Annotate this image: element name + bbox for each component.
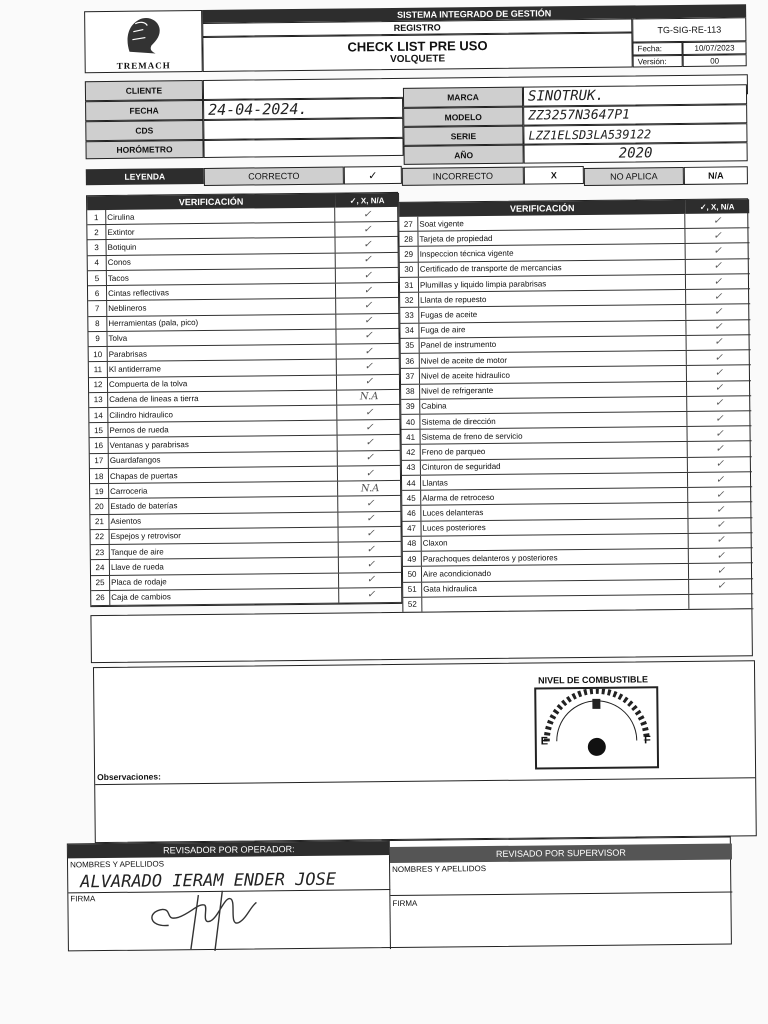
- item-mark[interactable]: [688, 594, 753, 609]
- item-label: Espejos y retrovisor: [110, 531, 181, 542]
- item-mark[interactable]: N.A: [336, 390, 401, 405]
- item-mark[interactable]: ✓: [687, 503, 752, 518]
- fecha-label: Fecha:: [632, 42, 682, 56]
- item-label: Compuerta de la tolva: [108, 379, 188, 390]
- item-number: 36: [401, 354, 420, 368]
- operator-signature-icon: [138, 886, 269, 953]
- item-mark[interactable]: ✓: [686, 426, 751, 441]
- item-mark[interactable]: ✓: [686, 366, 751, 381]
- item-label: Nivel de aceite hidraulico: [420, 370, 510, 381]
- item-label: Claxon: [422, 538, 448, 549]
- system-title: SISTEMA INTEGRADO DE GESTIÓN: [202, 4, 746, 23]
- item-mark[interactable]: ✓: [687, 442, 752, 457]
- item-mark[interactable]: N.A: [337, 481, 402, 496]
- item-label: Cirulina: [107, 212, 135, 222]
- item-number: 51: [403, 582, 422, 596]
- legend-correcto: CORRECTO: [204, 167, 344, 186]
- legend-no-aplica: NO APLICA: [584, 167, 684, 186]
- item-label: Nivel de refrigerante: [421, 386, 494, 396]
- item-label: Botiquin: [107, 242, 137, 253]
- item-mark[interactable]: ✓: [685, 244, 750, 259]
- item-label: Gata hidraulica: [423, 584, 478, 594]
- left-rows: [87, 207, 403, 606]
- item-mark[interactable]: ✓: [338, 557, 403, 572]
- item-number: 16: [90, 438, 109, 452]
- item-number: 38: [401, 384, 420, 398]
- supervisor-header: REVISADO POR SUPERVISOR: [390, 843, 732, 863]
- item-mark[interactable]: ✓: [337, 512, 402, 527]
- item-mark[interactable]: ✓: [686, 335, 751, 350]
- fuel-title: NIVEL DE COMBUSTIBLE: [538, 674, 649, 686]
- item-mark[interactable]: ✓: [685, 274, 750, 289]
- item-mark[interactable]: ✓: [686, 411, 751, 426]
- serie-label: SERIE: [403, 126, 523, 146]
- item-label: Conos: [107, 258, 131, 268]
- item-mark[interactable]: ✓: [337, 496, 402, 511]
- operator-firma-label: FIRMA: [70, 894, 96, 904]
- item-mark[interactable]: ✓: [335, 268, 400, 283]
- operator-header: REVISADOR POR OPERADOR:: [68, 841, 390, 858]
- notes-area: [90, 608, 752, 663]
- item-label: Neblineros: [108, 303, 147, 313]
- fuel-gauge: [534, 686, 659, 769]
- item-label: Certificado de transporte de mercancias: [419, 263, 562, 275]
- item-number: 7: [88, 301, 107, 315]
- item-number: 21: [90, 515, 109, 529]
- item-number: 41: [402, 430, 421, 444]
- item-number: 50: [403, 567, 422, 581]
- item-mark[interactable]: ✓: [336, 344, 401, 359]
- item-mark[interactable]: ✓: [336, 374, 401, 389]
- item-mark[interactable]: ✓: [336, 405, 401, 420]
- item-number: 44: [402, 476, 421, 490]
- legend-label: LEYENDA: [86, 168, 204, 185]
- item-mark[interactable]: ✓: [334, 222, 399, 237]
- item-number: 49: [403, 552, 422, 566]
- item-label: Cintas reflectivas: [108, 288, 170, 298]
- item-mark[interactable]: ✓: [685, 320, 750, 335]
- supervisor-section: [390, 859, 733, 949]
- marca-value: SINOTRUK.: [523, 84, 747, 106]
- legend-incorrecto: INCORRECTO: [402, 167, 524, 186]
- item-number: 28: [399, 232, 418, 246]
- cliente-label: CLIENTE: [85, 80, 203, 101]
- item-mark[interactable]: ✓: [687, 487, 752, 502]
- item-mark[interactable]: ✓: [337, 451, 402, 466]
- item-label: Nivel de aceite de motor: [420, 355, 508, 366]
- item-mark[interactable]: ✓: [688, 533, 753, 548]
- item-number: 31: [400, 278, 419, 292]
- item-number: 25: [91, 576, 110, 590]
- title-box: [202, 32, 632, 72]
- anio-label: AÑO: [404, 145, 524, 165]
- item-mark[interactable]: ✓: [338, 572, 403, 587]
- item-label: Tanque de aire: [110, 547, 164, 557]
- item-number: 45: [402, 491, 421, 505]
- fecha-value: 10/07/2023: [682, 41, 746, 55]
- section-title: REGISTRO: [202, 18, 632, 37]
- cds-label: CDS: [85, 120, 203, 141]
- item-mark[interactable]: ✓: [335, 314, 400, 329]
- item-mark[interactable]: ✓: [336, 420, 401, 435]
- item-mark[interactable]: ✓: [336, 359, 401, 374]
- item-mark[interactable]: ✓: [334, 237, 399, 252]
- item-label: Cabina: [421, 401, 447, 412]
- fuel-full-label: F: [643, 734, 651, 747]
- version-value: 00: [683, 54, 747, 67]
- verification-table-right: [398, 198, 752, 614]
- item-label: Plumillas y liquido limpia parabrisas: [419, 278, 547, 290]
- item-label: Freno de parqueo: [421, 447, 486, 457]
- item-number: 35: [401, 339, 420, 353]
- fecha-info-label: FECHA: [85, 100, 203, 121]
- fuel-pump-icon: [592, 699, 600, 709]
- item-mark[interactable]: ✓: [338, 588, 403, 603]
- item-mark[interactable]: ✓: [686, 350, 751, 365]
- item-mark[interactable]: ✓: [687, 518, 752, 533]
- item-number: 11: [89, 362, 108, 376]
- item-mark[interactable]: ✓: [338, 542, 403, 557]
- item-number: 27: [399, 217, 418, 231]
- item-number: 13: [89, 393, 108, 407]
- item-number: 42: [402, 445, 421, 459]
- item-number: 22: [91, 530, 110, 544]
- item-mark[interactable]: ✓: [335, 253, 400, 268]
- item-label: Herramientas (pala, pico): [108, 318, 199, 329]
- item-label: Inspeccion técnica vigente: [419, 248, 514, 259]
- item-mark[interactable]: ✓: [685, 259, 750, 274]
- item-number: 18: [90, 469, 109, 483]
- verification-table-left: [86, 192, 402, 607]
- fuel-empty-label: E: [540, 735, 549, 748]
- item-number: 4: [88, 256, 107, 270]
- item-label: Asientos: [110, 516, 142, 527]
- item-mark[interactable]: ✓: [686, 396, 751, 411]
- fecha-info-value: 24-04-2024.: [203, 98, 403, 120]
- item-number: 15: [89, 423, 108, 437]
- item-number: 17: [90, 454, 109, 468]
- item-mark[interactable]: ✓: [688, 564, 753, 579]
- item-number: 14: [89, 408, 108, 422]
- logo-box: [84, 10, 203, 73]
- operator-name-value: ALVARADO IERAM ENDER JOSE: [80, 869, 337, 893]
- item-number: 43: [402, 460, 421, 474]
- item-label: Carroceria: [110, 486, 148, 496]
- item-label: Cinturon de seguridad: [421, 462, 501, 472]
- supervisor-firma-label: FIRMA: [392, 898, 418, 909]
- item-number: 6: [88, 286, 107, 300]
- horometro-field: [203, 138, 403, 158]
- checklist-sheet: [56, 0, 736, 963]
- item-mark[interactable]: ✓: [687, 457, 752, 472]
- item-mark[interactable]: ✓: [335, 298, 400, 313]
- item-number: 10: [89, 347, 108, 361]
- item-mark[interactable]: ✓: [686, 381, 751, 396]
- anio-value: 2020: [524, 142, 748, 163]
- marca-label: MARCA: [403, 87, 523, 108]
- item-label: Soat vigente: [419, 218, 464, 229]
- modelo-label: MODELO: [403, 107, 523, 127]
- item-number: 8: [88, 317, 107, 331]
- item-number: 24: [91, 560, 110, 574]
- item-mark[interactable]: ✓: [687, 472, 752, 487]
- verification-header-left: VERIFICACIÓN: [87, 194, 335, 211]
- item-number: 52: [403, 597, 422, 611]
- item-label: Fugas de aceite: [420, 310, 478, 320]
- item-label: Guardafangos: [109, 455, 161, 466]
- item-label: Placa de rodaje: [111, 577, 167, 588]
- checklist-row: [91, 588, 403, 606]
- item-label: Chapas de puertas: [109, 470, 178, 481]
- item-label: Llave de rueda: [110, 562, 164, 572]
- item-number: 20: [90, 499, 109, 513]
- item-label: Caja de cambios: [111, 592, 171, 603]
- item-number: 40: [401, 415, 420, 429]
- item-mark[interactable]: ✓: [684, 213, 749, 228]
- item-mark[interactable]: ✓: [688, 548, 753, 563]
- supervisor-name-label: NOMBRES Y APELLIDOS: [392, 864, 487, 875]
- page-title: CHECK LIST PRE USO: [347, 37, 488, 55]
- item-number: 34: [400, 323, 419, 337]
- item-number: 30: [400, 262, 419, 276]
- item-label: Luces posteriores: [422, 523, 486, 533]
- item-number: 47: [402, 521, 421, 535]
- item-label: Parachoques delanteros y posteriores: [422, 552, 558, 564]
- item-number: 29: [400, 247, 419, 261]
- item-label: Sistema de dirección: [421, 416, 496, 427]
- signature-block: [67, 836, 732, 951]
- observaciones-label: Observaciones:: [97, 771, 161, 783]
- modelo-value: ZZ3257N3647P1: [523, 104, 747, 125]
- item-mark[interactable]: ✓: [685, 289, 750, 304]
- page-subtitle: VOLQUETE: [390, 53, 446, 66]
- doc-code: TG-SIG-RE-113: [632, 17, 746, 42]
- item-number: 12: [89, 378, 108, 392]
- item-label: Tacos: [107, 273, 129, 283]
- item-label: Parabrisas: [108, 349, 147, 359]
- item-number: 5: [88, 271, 107, 285]
- verification-header-right: VERIFICACIÓN: [399, 200, 685, 217]
- item-mark[interactable]: ✓: [334, 207, 399, 222]
- item-label: Luces delanteras: [422, 508, 484, 518]
- item-label: Fuga de aire: [420, 325, 466, 335]
- operator-section: [68, 855, 391, 952]
- item-number: 1: [87, 210, 106, 224]
- item-label: Pernos de rueda: [109, 425, 169, 435]
- fuel-observations-box: [93, 660, 757, 843]
- item-label: Tarjeta de propiedad: [419, 233, 493, 244]
- item-number: 2: [87, 225, 106, 239]
- mark-header-right: ✓, X, N/A: [685, 199, 749, 214]
- item-number: 9: [88, 332, 107, 346]
- item-label: Tolva: [108, 334, 128, 344]
- mark-header-left: ✓, X, N/A: [335, 193, 399, 208]
- right-rows: [399, 213, 753, 613]
- cds-field: [203, 118, 403, 140]
- item-mark[interactable]: ✓: [337, 435, 402, 450]
- fuel-gauge-dial: [536, 688, 657, 767]
- horometro-label: HORÓMETRO: [85, 140, 203, 159]
- item-number: 32: [400, 293, 419, 307]
- item-label: Estado de baterías: [110, 501, 178, 511]
- item-number: 46: [402, 506, 421, 520]
- item-label: Llantas: [422, 477, 448, 488]
- item-number: 37: [401, 369, 420, 383]
- item-number: 33: [400, 308, 419, 322]
- logo-text: TREMACH: [116, 60, 171, 71]
- item-label: Sistema de freno de servicio: [421, 431, 523, 442]
- item-mark[interactable]: ✓: [335, 329, 400, 344]
- item-label: Extintor: [107, 227, 135, 237]
- serie-value: LZZ1ELSD3LA539122: [523, 123, 747, 144]
- item-mark[interactable]: ✓: [684, 228, 749, 243]
- item-mark[interactable]: ✓: [685, 305, 750, 320]
- lion-logo-icon: [85, 11, 201, 56]
- item-number: 23: [91, 545, 110, 559]
- item-label: Llanta de repuesto: [420, 294, 487, 305]
- legend-correcto-symbol: ✓: [344, 166, 402, 185]
- version-label: Versión:: [633, 55, 683, 68]
- item-label: Cadena de lineas a tierra: [109, 394, 199, 405]
- operator-name-label: NOMBRES Y APELLIDOS: [69, 859, 165, 870]
- legend-incorrecto-symbol: X: [524, 166, 584, 185]
- item-label: Aire acondicionado: [422, 568, 492, 579]
- item-number: 39: [401, 399, 420, 413]
- observaciones-line: [95, 777, 755, 785]
- item-number: 3: [88, 240, 107, 254]
- item-label: Ventanas y parabrisas: [109, 440, 189, 451]
- item-label: Kl antiderrame: [108, 364, 161, 374]
- item-label: Panel de instrumento: [420, 340, 497, 351]
- legend-no-aplica-symbol: N/A: [684, 166, 748, 185]
- item-mark[interactable]: ✓: [337, 466, 402, 481]
- item-number: 48: [403, 537, 422, 551]
- item-number: 26: [91, 591, 110, 605]
- item-label: Alarma de retroceso: [422, 492, 495, 503]
- item-mark[interactable]: ✓: [335, 283, 400, 298]
- item-mark[interactable]: ✓: [688, 579, 753, 594]
- item-label: Cilindro hidraulico: [109, 409, 173, 420]
- item-number: 19: [90, 484, 109, 498]
- item-mark[interactable]: ✓: [338, 527, 403, 542]
